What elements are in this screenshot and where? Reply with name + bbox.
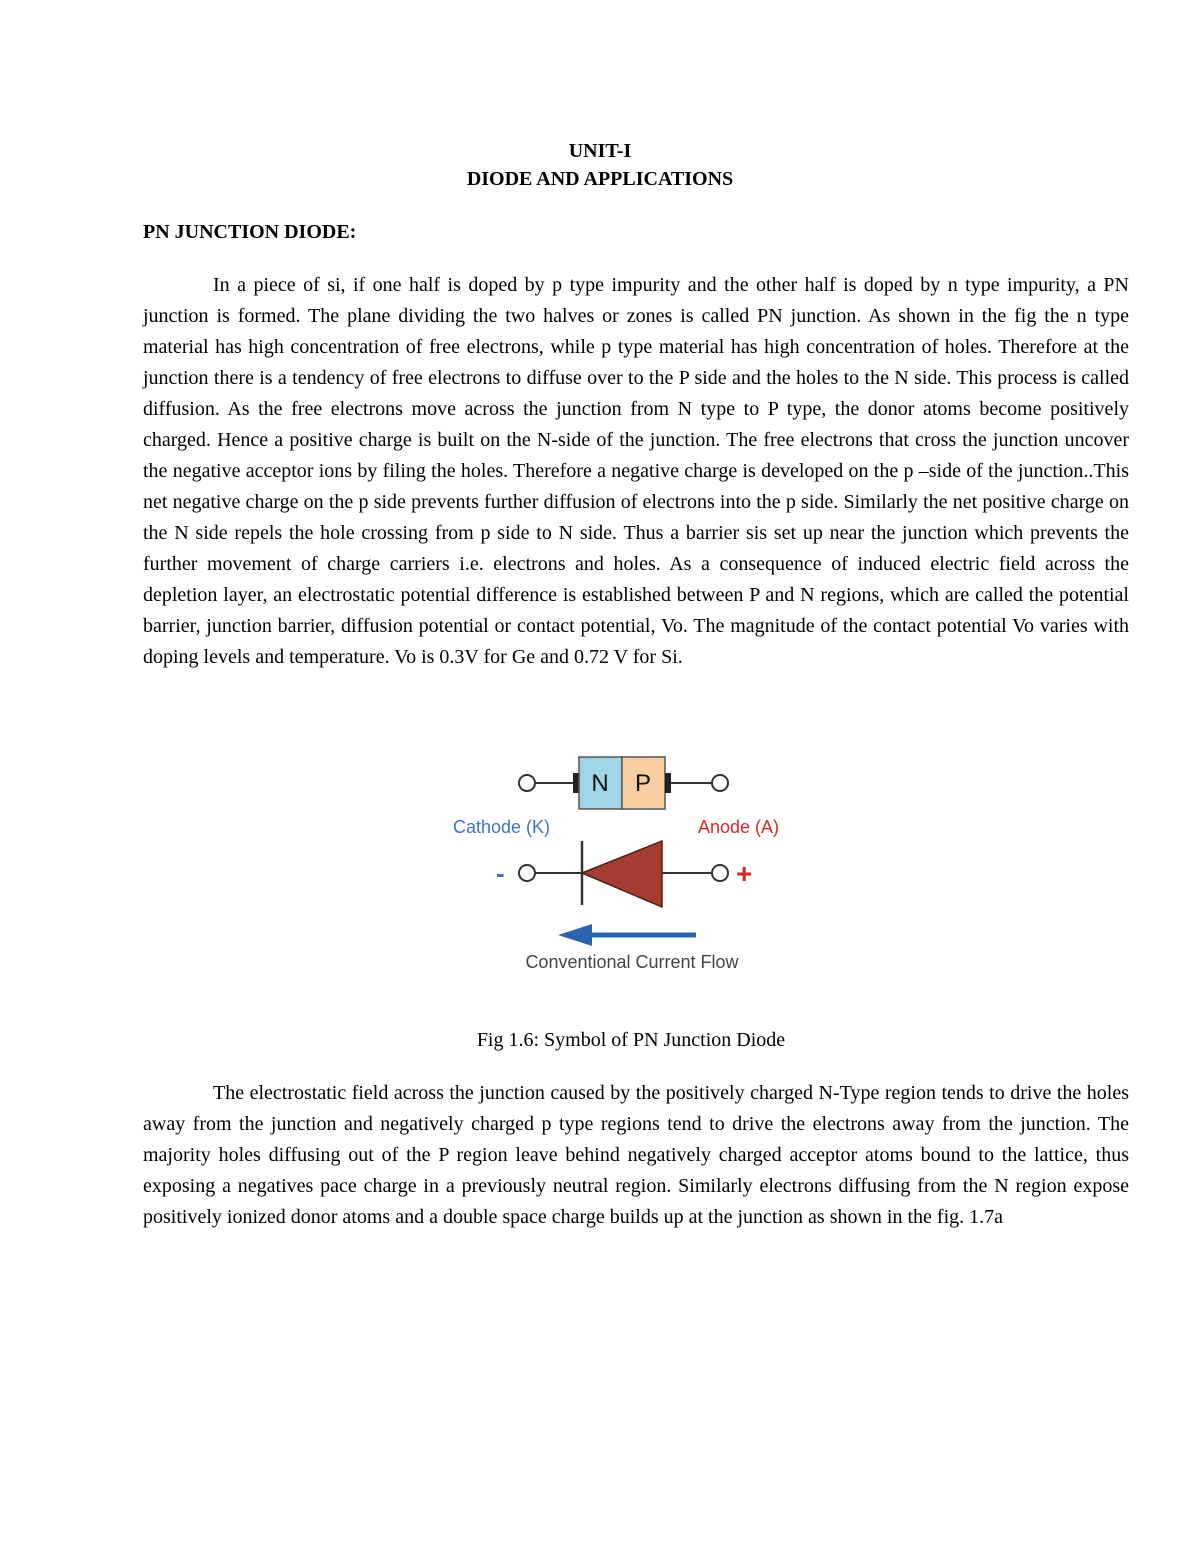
anode-label: Anode (A): [698, 817, 780, 837]
p-region-label: P: [634, 770, 652, 797]
paragraph-text: The electrostatic field across the junction caused by the positively charged N-Type region tends to drive the holes away from the junction and negatively charged p type regions tend to drive the electrons away from the junction. The majority holes diffusing out of the P region leave behind negatively charged acceptor atoms bound to the lattice, thus exposing a negatives pace charge in a previously neutral region. Similarly electrons diffusing from the N region expose positively ionized donor atoms and a double space charge builds up at the junction as shown in the fig. 1.7a: [143, 1082, 1129, 1228]
current-flow-label: Conventional Current Flow: [525, 952, 739, 972]
cathode-terminal: [519, 775, 535, 791]
figure-caption: Fig 1.6: Symbol of PN Junction Diode: [476, 1029, 786, 1051]
current-flow-arrow: [558, 924, 696, 946]
positive-terminal: [712, 865, 728, 881]
paragraph-text: In a piece of si, if one half is doped by p type impurity and the other half is doped by n type impurity, a PN junction is formed. The plane dividing the two halves or zones is called PN junction. As shown in the fig the n type material has high concentration of free electrons, while p type material has high concentration of holes. Therefore at the junction there is a tendency of free electrons to diffuse over to the P side and the holes to the N side. This process is called diffusion. As the free electrons move across the junction from N type to P type, the donor atoms become positively charged. Hence a positive charge is built on the N-side of the junction. The free electrons that cross the junction uncover the negative acceptor ions by filing the holes. Therefore a negative charge is developed on the p –side of the junction..This net negative charge on the p side prevents further diffusion of electrons into the p side. Similarly the net positive charge on the N side repels the hole crossing from p side to N side. Thus a barrier sis set up near the junction which prevents the further movement of charge carriers i.e. electrons and holes. As a consequence of induced electric field across the depletion layer, an electrostatic potential difference is established between P and N regions, which are called the potential barrier, junction barrier, diffusion potential or contact potential, Vo. The magnitude of the contact potential Vo varies with doping levels and temperature. Vo is 0.3V for Ge and 0.72 V for Si.: [143, 274, 1129, 668]
body-paragraph: [143, 1078, 1129, 1233]
minus-sign: -: [496, 858, 505, 888]
cathode-band: [573, 773, 579, 793]
negative-terminal: [519, 865, 535, 881]
plus-sign: +: [736, 858, 753, 889]
diode-triangle: [582, 841, 662, 907]
unit-title: UNIT-I: [568, 140, 632, 162]
arrow-head-icon: [558, 924, 592, 946]
n-region-label: N: [591, 770, 609, 797]
body-paragraph: [143, 270, 1129, 673]
section-heading: PN JUNCTION DIODE:: [143, 221, 357, 243]
chapter-title: DIODE AND APPLICATIONS: [466, 168, 734, 190]
pn-junction-diode-figure: [440, 745, 820, 985]
anode-terminal: [712, 775, 728, 791]
cathode-label: Cathode (K): [453, 817, 551, 837]
diode-symbol: [496, 841, 752, 907]
diode-body: [519, 757, 728, 809]
anode-band: [665, 773, 671, 793]
